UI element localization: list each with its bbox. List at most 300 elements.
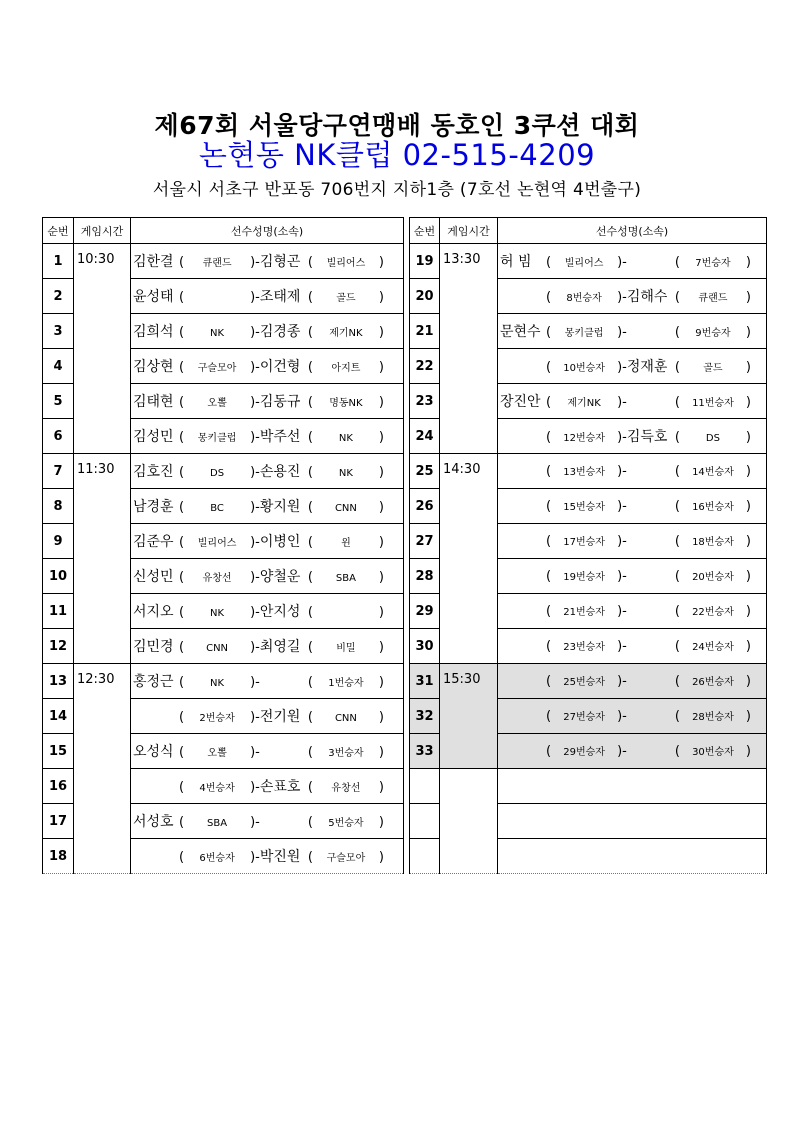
player-1-affiliation: 13번승자 [563,467,605,478]
paren-close-dash: )- [617,360,627,375]
paren-open: ( [546,325,552,340]
player-1-name: 문현수 [500,324,541,340]
player-2-name: 이병인 [259,534,301,550]
paren-open: ( [307,780,313,795]
player-1-name: 서성호 [133,814,174,830]
player-2-affiliation: CNN [334,503,357,514]
schedule-table-right [409,217,767,874]
match-number: 23 [410,384,440,419]
paren-close-dash: )- [250,640,260,655]
paren-close: ) [745,255,751,270]
game-time: 14:30 [440,454,498,664]
player-2-affiliation: 30번승자 [692,747,734,758]
player-2-name: 이건형 [259,359,301,375]
player-1-name: 홍정근 [133,674,174,690]
paren-open: ( [674,709,680,724]
club-phone: 논현동 NK클럽 02-515-4209 [198,138,596,172]
paren-open: ( [307,850,313,865]
paren-close: ) [378,675,384,690]
player-1-affiliation: BC [210,503,224,514]
paren-open: ( [546,534,552,549]
tournament-title: 제67회 서울당구연맹배 동호인 3쿠션 대회 [154,111,640,140]
match-row [43,244,404,279]
paren-close-dash: )- [250,360,260,375]
paren-close: ) [378,395,384,410]
match-number: 4 [43,349,74,384]
paren-open: ( [307,255,313,270]
paren-close-dash: )- [617,325,627,340]
game-time: 11:30 [74,454,131,664]
player-2-name: 김동규 [259,394,301,410]
paren-open: ( [546,639,552,654]
paren-close-dash: )- [617,674,627,689]
paren-open: ( [674,569,680,584]
paren-open: ( [674,674,680,689]
match-number: 22 [410,349,440,384]
player-1-affiliation: 17번승자 [563,537,605,548]
match-row [410,244,767,279]
paren-close: ) [378,745,384,760]
paren-open: ( [179,500,185,515]
match-row [410,454,767,489]
player-1-affiliation: 19번승자 [563,572,605,583]
player-2-affiliation: 1번승자 [328,678,364,689]
player-1-name: 김민경 [133,639,174,655]
match-number: 8 [43,489,74,524]
player-1-affiliation: DS [210,468,225,479]
player-2-affiliation: 16번승자 [692,502,734,513]
column-header-players: 선수성명(소속) [131,218,404,244]
match-number [410,769,440,804]
paren-close-dash: )- [617,255,627,270]
paren-open: ( [179,710,185,725]
paren-open: ( [546,360,552,375]
player-2-affiliation: 7번승자 [695,258,731,269]
match-number: 3 [43,314,74,349]
match-number: 29 [410,594,440,629]
match-number: 18 [43,839,74,874]
match-players [498,734,767,769]
match-players [131,699,404,734]
match-number: 25 [410,454,440,489]
match-players [131,629,404,664]
match-number: 33 [410,734,440,769]
match-players [498,489,767,524]
paren-close: ) [745,464,751,479]
match-number: 6 [43,419,74,454]
player-2-name: 최영길 [259,639,301,655]
match-number: 20 [410,279,440,314]
match-players [498,769,767,804]
player-2-affiliation: 비밀 [336,643,356,654]
match-number: 11 [43,594,74,629]
player-1-affiliation: 제기NK [567,398,601,409]
player-1-affiliation: NK [210,328,225,339]
match-row [43,664,404,699]
player-1-affiliation: 유창선 [202,573,232,584]
paren-close: ) [745,325,751,340]
player-2-affiliation: 28번승자 [692,712,734,723]
player-1-affiliation: 구슬모아 [197,363,237,374]
paren-close-dash: )- [250,675,260,690]
paren-close-dash: )- [617,639,627,654]
paren-open: ( [179,675,185,690]
player-1-affiliation: NK [210,608,225,619]
paren-close: ) [745,290,751,305]
paren-close-dash: )- [617,569,627,584]
player-1-name: 김호진 [133,464,174,480]
paren-open: ( [546,744,552,759]
paren-close: ) [378,430,384,445]
player-1-affiliation: SBA [207,818,228,829]
paren-open: ( [674,534,680,549]
game-time: 12:30 [74,664,131,874]
match-number: 13 [43,664,74,699]
match-players [498,839,767,874]
player-1-affiliation: 몽키클럽 [564,328,604,339]
paren-close: ) [745,360,751,375]
paren-open: ( [674,290,680,305]
player-2-affiliation: 26번승자 [692,677,734,688]
match-number: 14 [43,699,74,734]
game-time: 15:30 [440,664,498,769]
player-2-name: 손용진 [259,464,301,480]
match-players [131,524,404,559]
paren-close-dash: )- [250,500,260,515]
header-row [410,218,767,244]
match-players [131,384,404,419]
paren-close: ) [378,360,384,375]
player-2-affiliation: NK [338,433,353,444]
player-2-affiliation: 9번승자 [695,328,731,339]
match-number: 19 [410,244,440,279]
paren-close: ) [378,710,384,725]
match-players [131,664,404,699]
player-2-affiliation: 14번승자 [692,467,734,478]
match-players [131,454,404,489]
player-1-name: 허 빔 [500,254,532,270]
player-1-name: 김한결 [133,254,174,270]
column-header-players: 선수성명(소속) [498,218,767,244]
player-2-name: 박주선 [259,429,301,445]
match-row [410,769,767,804]
paren-open: ( [674,604,680,619]
player-2-affiliation: 골드 [703,363,723,374]
player-1-affiliation: 6번승자 [199,853,235,864]
paren-open: ( [674,639,680,654]
paren-open: ( [307,745,313,760]
player-2-affiliation: 큐랜드 [698,293,728,304]
paren-open: ( [179,570,185,585]
player-1-affiliation: 25번승자 [563,677,605,688]
player-2-affiliation: 11번승자 [692,398,734,409]
paren-open: ( [179,780,185,795]
player-2-affiliation: 빌리어스 [326,258,366,269]
column-header-time: 게임시간 [74,218,131,244]
column-header-no: 순번 [43,218,74,244]
paren-open: ( [179,395,185,410]
match-players [131,769,404,804]
player-2-affiliation: 명동NK [329,398,363,409]
player-2-name: 전기원 [259,709,301,725]
player-1-name: 김희석 [133,324,174,340]
player-1-affiliation: 10번승자 [563,363,605,374]
paren-open: ( [179,465,185,480]
venue-address: 서울시 서초구 반포동 706번지 지하1층 (7호선 논현역 4번출구) [152,180,642,200]
column-header-time: 게임시간 [440,218,498,244]
match-number: 12 [43,629,74,664]
match-players [131,349,404,384]
paren-open: ( [546,604,552,619]
paren-open: ( [307,465,313,480]
paren-open: ( [546,499,552,514]
player-2-name: 김경종 [259,324,301,340]
paren-close-dash: )- [250,605,260,620]
paren-open: ( [307,325,313,340]
match-players [131,594,404,629]
player-1-name: 김태현 [133,394,174,410]
paren-open: ( [179,360,185,375]
paren-close-dash: )- [250,850,260,865]
player-2-name: 황지원 [259,499,301,515]
match-number: 17 [43,804,74,839]
paren-close: ) [745,604,751,619]
player-1-affiliation: 15번승자 [563,502,605,513]
match-players [498,279,767,314]
paren-close: ) [745,569,751,584]
paren-open: ( [307,535,313,550]
paren-close: ) [745,674,751,689]
paren-open: ( [179,850,185,865]
paren-close: ) [745,534,751,549]
match-players [498,699,767,734]
match-number: 30 [410,629,440,664]
paren-close-dash: )- [617,534,627,549]
game-time [440,769,498,874]
player-2-affiliation: 3번승자 [328,748,364,759]
paren-close-dash: )- [617,290,627,305]
paren-open: ( [674,395,680,410]
paren-close: ) [378,255,384,270]
player-1-name: 장진안 [500,394,541,410]
player-1-affiliation: 몽키클럽 [197,433,237,444]
match-players [131,804,404,839]
paren-close: ) [378,570,384,585]
player-2-name: 정재훈 [626,359,668,375]
paren-close-dash: )- [617,430,627,445]
paren-open: ( [674,744,680,759]
paren-open: ( [307,395,313,410]
paren-open: ( [546,395,552,410]
paren-close: ) [745,430,751,445]
player-1-name: 오성식 [133,744,174,760]
paren-close-dash: )- [250,535,260,550]
paren-close: ) [745,499,751,514]
paren-open: ( [546,430,552,445]
player-2-name: 박진원 [259,849,301,865]
paren-open: ( [307,605,313,620]
paren-close-dash: )- [250,710,260,725]
paren-open: ( [307,430,313,445]
paren-open: ( [546,464,552,479]
paren-close-dash: )- [250,325,260,340]
match-players [498,314,767,349]
match-players [498,244,767,279]
match-players [498,419,767,454]
match-number [410,804,440,839]
paren-close-dash: )- [617,709,627,724]
player-1-affiliation: 29번승자 [563,747,605,758]
paren-open: ( [179,745,185,760]
player-2-name: 조태제 [259,289,301,305]
paren-close-dash: )- [250,395,260,410]
player-1-affiliation: 오뽈 [207,398,227,409]
player-1-name: 김성민 [133,429,174,445]
paren-open: ( [307,815,313,830]
match-number: 2 [43,279,74,314]
paren-close: ) [378,780,384,795]
paren-open: ( [674,360,680,375]
player-2-affiliation: 아지트 [331,363,361,374]
player-2-name: 양철운 [259,569,301,585]
player-2-affiliation: 24번승자 [692,642,734,653]
player-1-affiliation: NK [210,678,225,689]
player-2-affiliation: DS [705,433,720,444]
paren-close: ) [378,535,384,550]
paren-open: ( [546,674,552,689]
player-1-affiliation: 큐랜드 [202,258,232,269]
player-1-name: 서지오 [133,604,174,620]
paren-close-dash: )- [617,744,627,759]
paren-open: ( [179,325,185,340]
player-1-affiliation: 빌리어스 [564,258,604,269]
player-2-affiliation: SBA [335,573,356,584]
match-number: 21 [410,314,440,349]
paren-open: ( [546,255,552,270]
paren-open: ( [546,290,552,305]
paren-open: ( [674,499,680,514]
paren-close-dash: )- [250,430,260,445]
match-number: 27 [410,524,440,559]
player-2-affiliation: 18번승자 [692,537,734,548]
player-1-affiliation: 2번승자 [199,713,235,724]
paren-open: ( [179,640,185,655]
player-2-affiliation: 5번승자 [328,818,364,829]
paren-close-dash: )- [617,499,627,514]
match-number: 16 [43,769,74,804]
match-players [498,664,767,699]
match-players [498,524,767,559]
match-number: 9 [43,524,74,559]
paren-close: ) [378,640,384,655]
paren-close: ) [378,465,384,480]
paren-close: ) [745,709,751,724]
paren-close: ) [378,605,384,620]
paren-close: ) [378,850,384,865]
paren-close: ) [745,744,751,759]
player-1-name: 신성민 [133,569,174,585]
match-players [131,419,404,454]
match-players [131,839,404,874]
player-2-affiliation: 윈 [341,538,351,549]
paren-open: ( [307,360,313,375]
paren-open: ( [674,325,680,340]
match-players [498,629,767,664]
match-players [131,314,404,349]
paren-open: ( [674,255,680,270]
paren-open: ( [307,710,313,725]
paren-close: ) [378,290,384,305]
player-1-affiliation: 빌리어스 [197,538,237,549]
player-1-name: 김준우 [133,534,174,550]
paren-open: ( [307,570,313,585]
player-2-affiliation: NK [338,468,353,479]
match-players [498,804,767,839]
player-2-name: 김형곤 [259,254,301,270]
paren-close-dash: )- [250,780,260,795]
paren-open: ( [179,815,185,830]
paren-open: ( [307,675,313,690]
header-row [43,218,404,244]
paren-close: ) [378,325,384,340]
paren-open: ( [307,640,313,655]
match-number [410,839,440,874]
player-2-affiliation: 구슬모아 [326,853,366,864]
paren-open: ( [179,290,185,305]
match-number: 5 [43,384,74,419]
match-players [131,734,404,769]
match-number: 15 [43,734,74,769]
player-1-affiliation: 4번승자 [199,783,235,794]
match-players [498,454,767,489]
player-1-name: 남경훈 [133,499,174,515]
player-1-affiliation: 21번승자 [563,607,605,618]
paren-close: ) [378,500,384,515]
paren-open: ( [674,464,680,479]
paren-close-dash: )- [617,604,627,619]
match-players [498,349,767,384]
game-time: 13:30 [440,244,498,454]
match-number: 24 [410,419,440,454]
player-1-name: 김상현 [133,359,174,375]
paren-close-dash: )- [250,255,260,270]
player-2-name: 안지성 [259,604,301,620]
paren-open: ( [179,255,185,270]
match-players [131,244,404,279]
paren-open: ( [179,535,185,550]
paren-open: ( [307,500,313,515]
paren-open: ( [546,569,552,584]
player-2-affiliation: 골드 [336,293,356,304]
player-1-affiliation: CNN [206,643,229,654]
paren-close: ) [378,815,384,830]
player-1-affiliation: 23번승자 [563,642,605,653]
game-time: 10:30 [74,244,131,454]
player-2-name: 손표호 [259,779,301,795]
paren-close-dash: )- [617,395,627,410]
paren-open: ( [179,430,185,445]
paren-close: ) [745,395,751,410]
player-2-name: 김득호 [626,429,668,445]
match-players [131,279,404,314]
match-players [498,384,767,419]
match-number: 28 [410,559,440,594]
player-1-affiliation: 8번승자 [566,293,602,304]
player-2-name: 김해수 [626,289,668,305]
match-row [410,664,767,699]
match-number: 31 [410,664,440,699]
player-1-affiliation: 오뽈 [207,748,227,759]
